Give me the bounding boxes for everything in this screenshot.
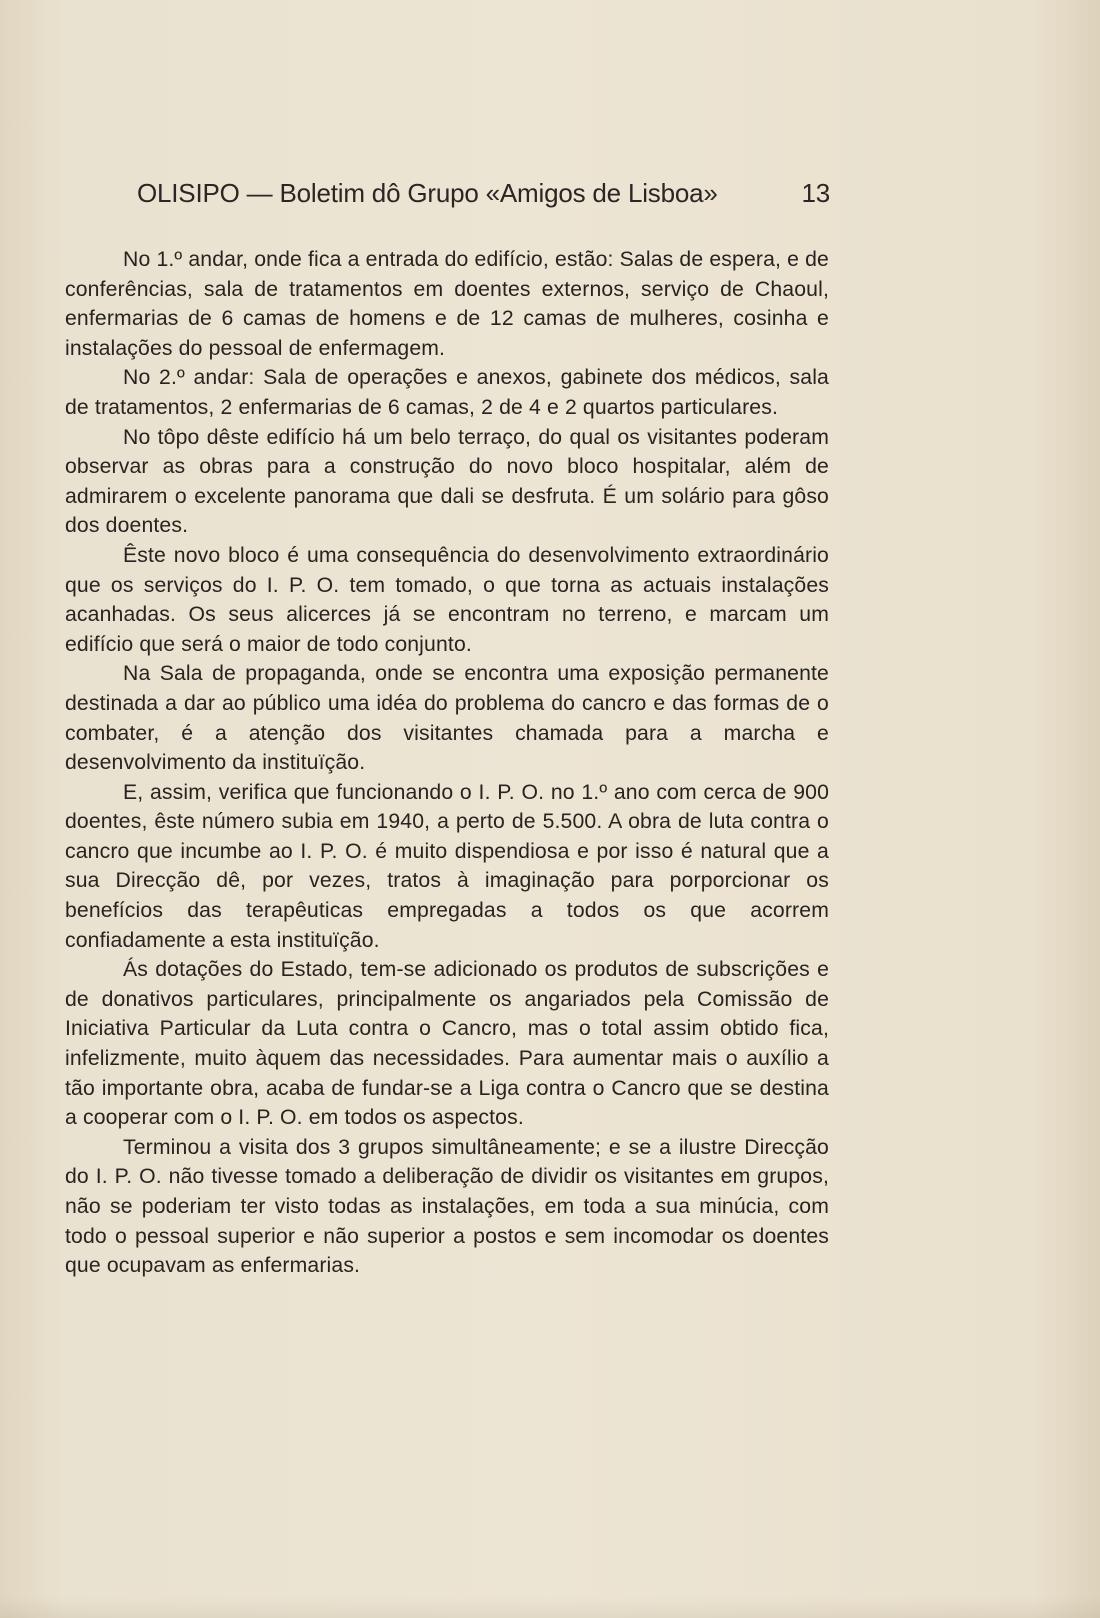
paragraph: No tôpo dêste edifício há um belo terraço, do qual os visitantes poderam observar as obras para a construção do novo bloco hospitalar, além de admirarem o excelente panorama que dali se desfruta. É um solário para gôso dos doentes.: [65, 425, 829, 538]
paragraph: No 2.º andar: Sala de operações e anexos, gabinete dos médicos, sala de tratamentos, 2 enfermarias de 6 camas, 2 de 4 e 2 quartos particulares.: [65, 366, 829, 419]
page-bottom-edge: [0, 1596, 1100, 1618]
running-header: [137, 176, 830, 210]
paragraph: Na Sala de propaganda, onde se encontra uma exposição permanente destinada a dar ao público uma idéa do problema do cancro e das formas de o combater, é a atenção dos visitantes chamada para a marcha e desenvolvimento da instituïção.: [65, 662, 829, 775]
paragraph: Ás dotações do Estado, tem-se adicionado os produtos de subscrições e de donativos particulares, principalmente os angariados pela Comissão de Iniciativa Particular da Luta contra o Cancro, mas o total assim obtido fica, infelizmente, muito àquem das necessidades. Para aumentar mais o auxílio a tão importante obra, acaba de fundar-se a Liga contra o Cancro que se destina a cooperar com o I. P. O. em todos os aspectos.: [65, 958, 829, 1130]
page-number: 13: [801, 178, 830, 208]
paragraph: E, assim, verifica que funcionando o I. P. O. no 1.º ano com cerca de 900 doentes, êste número subia em 1940, a perto de 5.500. A obra de luta contra o cancro que incumbe ao I. P. O. é muito dispendiosa e por isso é natural que a sua Direcção dê, por vezes, tratos à imaginação para porporcionar os benefícios das terapêuticas empregadas a todos os que acorrem confiadamente a esta instituïção.: [65, 780, 829, 952]
paragraph: No 1.º andar, onde fica a entrada do edifício, estão: Salas de espera, e de conferências, sala de tratamentos em doentes externos, serviço de Chaoul, enfermarias de 6 camas de homens e de 12 camas de mulheres, cosinha e instalações do pessoal de enfermagem.: [65, 248, 829, 360]
running-title: OLISIPO — Boletim dô Grupo «Amigos de Lisboa»: [137, 178, 718, 208]
paragraph: Terminou a visita dos 3 grupos simultâneamente; e se a ilustre Direcção do I. P. O. não tivesse tomado a deliberação de dividir os visitantes em grupos, não se poderiam ter visto todas as instalações, em toda a sua minúcia, com todo o pessoal superior e não superior a postos e sem incomodar os doentes que ocupavam as enfermarias.: [65, 1135, 829, 1278]
article-body: [65, 245, 829, 1281]
paragraph: Êste novo bloco é uma consequência do desenvolvimento extraordinário que os serviços do I. P. O. tem tomado, o que torna as actuais instalações acanhadas. Os seus alicerces já se encontram no terreno, e marcam um edifício que será o maior de todo conjunto.: [65, 543, 829, 656]
